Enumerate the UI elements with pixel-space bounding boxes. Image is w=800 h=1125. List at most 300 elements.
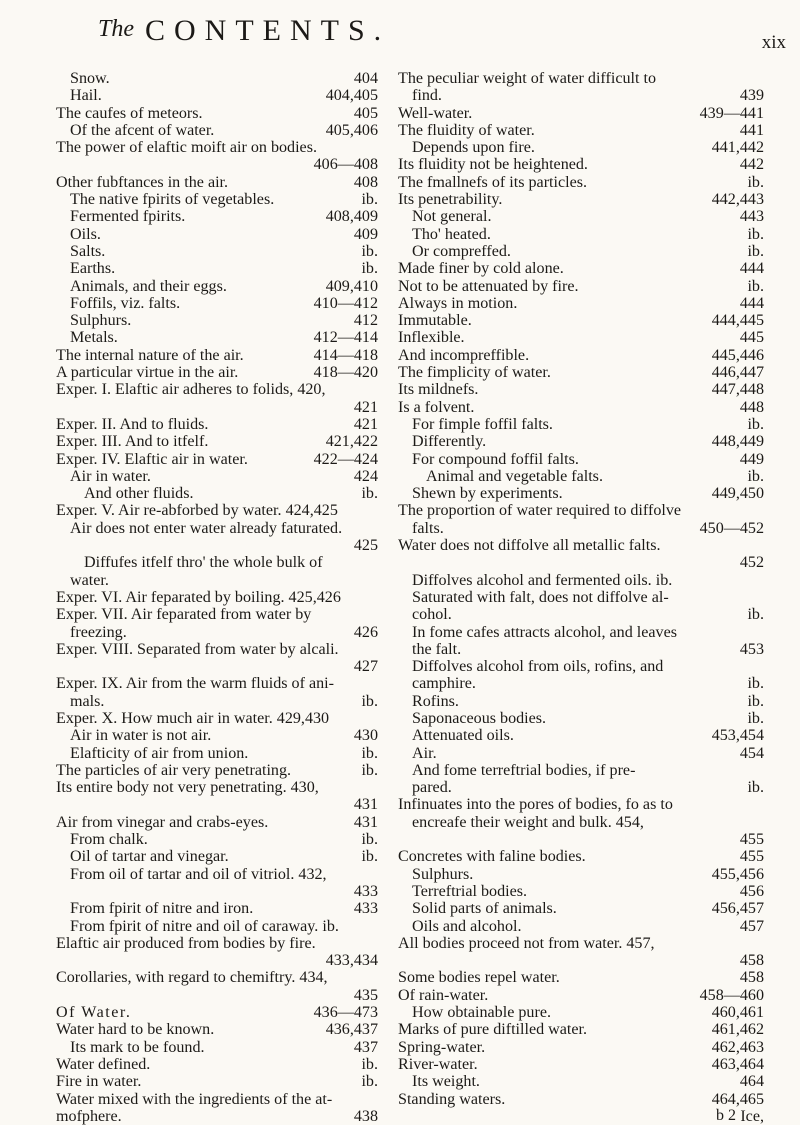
contents-entry <box>398 831 764 848</box>
entry-text: Always in motion. <box>398 294 518 312</box>
entry-page: 409,410 <box>325 277 378 295</box>
entry-page: 460,461 <box>711 1004 764 1022</box>
contents-entry <box>398 1073 764 1090</box>
contents-entry <box>398 485 764 502</box>
entry-text: Exper. VII. Air feparated from water by <box>56 606 312 624</box>
contents-entry <box>398 381 764 398</box>
contents-entry <box>398 70 764 87</box>
entry-page: 442,443 <box>711 191 764 209</box>
contents-entry <box>56 347 378 364</box>
contents-entry <box>398 1004 764 1021</box>
entry-page: 433 <box>353 900 378 918</box>
page-title: CONTENTS. <box>145 14 391 47</box>
contents-entry <box>398 900 764 917</box>
entry-page: 418—420 <box>313 364 378 382</box>
entry-text: The peculiar weight of water difficult to <box>398 70 657 87</box>
entry-page: ib. <box>361 692 378 710</box>
entry-page: 443 <box>739 208 764 226</box>
contents-entry <box>398 87 764 104</box>
entry-page: 449 <box>739 450 764 468</box>
contents-entry <box>56 1004 378 1021</box>
running-header <box>0 14 800 54</box>
contents-entry <box>398 399 764 416</box>
entry-page: ib. <box>361 744 378 762</box>
entry-text: Of Water. <box>56 1004 132 1022</box>
entry-page: 444,445 <box>711 312 764 330</box>
contents-entry <box>398 295 764 312</box>
entry-text: From fpirit of nitre and iron. <box>70 900 254 918</box>
contents-entry <box>56 208 378 225</box>
contents-entry <box>56 502 378 519</box>
entry-page: 453,454 <box>711 727 764 745</box>
entry-page: 404 <box>353 70 378 87</box>
entry-text: From fpirit of nitre and oil of caraway. ib. <box>70 917 339 935</box>
contents-entry <box>56 589 378 606</box>
entry-page: 436—473 <box>313 1004 378 1022</box>
entry-text: Corollaries, with regard to chemiftry. 434, <box>56 969 328 987</box>
entry-text: Diffolves alcohol and fermented oils. ib. <box>412 571 673 589</box>
entry-page: 405 <box>353 104 378 122</box>
entry-text: Infinuates into the pores of bodies, fo as to <box>398 796 673 814</box>
contents-entry <box>56 226 378 243</box>
entry-text: In fome cafes attracts alcohol, and leaves <box>412 623 677 641</box>
entry-page: ib. <box>747 709 764 727</box>
entry-page: 426 <box>353 623 378 641</box>
entry-page: 450—452 <box>699 519 764 537</box>
entry-page: 452 <box>739 554 764 572</box>
contents-entry <box>398 243 764 260</box>
entry-page: 408 <box>353 173 378 191</box>
entry-text: Standing waters. <box>398 1090 506 1108</box>
entry-page: ib. <box>361 260 378 278</box>
contents-entry <box>56 1073 378 1090</box>
contents-entry <box>398 278 764 295</box>
entry-text: The proportion of water required to diffolve <box>398 502 682 520</box>
entry-text: Marks of pure diftilled water. <box>398 1021 588 1039</box>
contents-entry <box>56 710 378 727</box>
entry-page: 457 <box>739 917 764 935</box>
entry-text: Exper. II. And to fluids. <box>56 415 209 433</box>
entry-page: 424 <box>353 467 378 485</box>
entry-text: Animals, and their eggs. <box>70 277 227 295</box>
contents-entry <box>56 658 378 675</box>
entry-text: Differently. <box>412 433 487 451</box>
entry-page: 436,437 <box>325 1021 378 1039</box>
entry-page: 449,450 <box>711 485 764 503</box>
entry-text: The particles of air very penetrating. <box>56 761 292 779</box>
entry-text: mals. <box>70 692 105 710</box>
contents-entry <box>398 762 764 779</box>
contents-entry <box>398 122 764 139</box>
contents-entry <box>398 156 764 173</box>
entry-page: 425 <box>353 537 378 555</box>
contents-entry <box>56 468 378 485</box>
entry-text: Fermented fpirits. <box>70 208 186 226</box>
entry-text: And incompreffible. <box>398 346 530 364</box>
contents-entry <box>398 814 764 831</box>
entry-page: 430 <box>353 727 378 745</box>
contents-entry <box>398 1039 764 1056</box>
entry-page: 435 <box>353 986 378 1004</box>
contents-column-right <box>398 70 764 1125</box>
contents-entry <box>398 987 764 1004</box>
contents-entry <box>56 399 378 416</box>
header-the: The <box>98 16 134 42</box>
contents-entry <box>56 1021 378 1038</box>
contents-entry <box>56 918 378 935</box>
contents-entry <box>398 1091 764 1108</box>
entry-text: Elaftic air produced from bodies by fire. <box>56 934 316 952</box>
contents-entry <box>56 814 378 831</box>
entry-text: Of the afcent of water. <box>70 121 215 139</box>
entry-text: Sulphurs. <box>70 312 132 330</box>
entry-text: Water defined. <box>56 1055 151 1073</box>
contents-entry <box>56 243 378 260</box>
entry-text: The fluidity of water. <box>398 121 535 139</box>
entry-page: 427 <box>353 658 378 676</box>
contents-entry <box>398 1056 764 1073</box>
contents-entry <box>398 589 764 606</box>
entry-page: 412 <box>353 312 378 330</box>
entry-page: 442 <box>739 156 764 174</box>
entry-text: mofphere. <box>56 1107 122 1125</box>
entry-page: 404,405 <box>325 87 378 105</box>
contents-entry <box>56 278 378 295</box>
entry-text: The power of elaftic moift air on bodies. <box>56 139 317 157</box>
entry-text: freezing. <box>70 623 127 641</box>
contents-column-left <box>56 70 378 1125</box>
entry-text: Terreftrial bodies. <box>412 882 528 900</box>
entry-page: ib. <box>747 277 764 295</box>
entry-text: Well-water. <box>398 104 473 122</box>
contents-entry <box>56 675 378 692</box>
entry-page: 445,446 <box>711 346 764 364</box>
entry-page: 455 <box>739 831 764 849</box>
entry-text: camphire. <box>412 675 476 693</box>
entry-page: ib. <box>361 485 378 503</box>
entry-text: Exper. I. Elaftic air adheres to folids, 420, <box>56 381 326 399</box>
entry-text: A particular virtue in the air. <box>56 364 239 382</box>
entry-page: 408,409 <box>325 208 378 226</box>
entry-text: Snow. <box>70 70 110 87</box>
entry-text: Diffufes itfelf thro' the whole bulk of <box>84 554 323 572</box>
contents-entry <box>398 745 764 762</box>
entry-page: ib. <box>747 173 764 191</box>
entry-page: 410—412 <box>313 294 378 312</box>
contents-entry <box>56 624 378 641</box>
contents-entry <box>398 520 764 537</box>
signature-mark: b 2 <box>716 1107 736 1125</box>
entry-text: Earths. <box>70 260 116 278</box>
contents-entry <box>398 364 764 381</box>
contents-entry <box>56 520 378 537</box>
entry-text: Its mark to be found. <box>70 1038 205 1056</box>
contents-entry <box>398 883 764 900</box>
entry-page: 433 <box>353 882 378 900</box>
entry-text: Metals. <box>70 329 118 347</box>
contents-entry <box>398 139 764 156</box>
entry-text: Sulphurs. <box>412 865 474 883</box>
contents-entry <box>56 727 378 744</box>
entry-text: Hail. <box>70 87 102 105</box>
entry-text: Air in water. <box>70 467 151 485</box>
contents-entry <box>56 1091 378 1108</box>
entry-page: 464 <box>739 1073 764 1091</box>
contents-entry <box>56 554 378 571</box>
contents-entry <box>56 485 378 502</box>
contents-entry <box>56 312 378 329</box>
entry-page: 458—460 <box>699 986 764 1004</box>
entry-page: ib. <box>747 242 764 260</box>
entry-page: 421 <box>353 398 378 416</box>
entry-page: 441,442 <box>711 139 764 157</box>
entry-page: 412—414 <box>313 329 378 347</box>
entry-page: 441 <box>739 121 764 139</box>
entry-text: For fimple foffil falts. <box>412 415 553 433</box>
entry-page: ib. <box>361 1073 378 1091</box>
entry-text: falts. <box>412 519 444 537</box>
entry-text: Air from vinegar and crabs-eyes. <box>56 813 269 831</box>
entry-text: Other fubftances in the air. <box>56 173 229 191</box>
entry-page: 455,456 <box>711 865 764 883</box>
contents-entry <box>398 451 764 468</box>
contents-entry <box>398 208 764 225</box>
entry-text: Air in water is not air. <box>70 727 212 745</box>
entry-text: Oils and alcohol. <box>412 917 522 935</box>
entry-text: Saponaceous bodies. <box>412 709 547 727</box>
contents-entry <box>398 191 764 208</box>
entry-text: Foffils, viz. falts. <box>70 294 181 312</box>
entry-page: 454 <box>739 744 764 762</box>
entry-page: 448 <box>739 398 764 416</box>
contents-entry <box>56 952 378 969</box>
entry-text: The native fpirits of vegetables. <box>70 191 275 209</box>
contents-entry <box>398 416 764 433</box>
entry-page: 437 <box>353 1038 378 1056</box>
entry-page: 431 <box>353 796 378 814</box>
contents-entry <box>398 675 764 692</box>
contents-entry <box>398 312 764 329</box>
contents-entry <box>56 987 378 1004</box>
entry-page: ib. <box>361 848 378 866</box>
entry-page: 422—424 <box>313 450 378 468</box>
entry-text: For compound foffil falts. <box>412 450 579 468</box>
entry-page: 455 <box>739 848 764 866</box>
contents-entry <box>398 433 764 450</box>
entry-page: 458 <box>739 952 764 970</box>
entry-page: ib. <box>361 761 378 779</box>
entry-text: Not general. <box>412 208 492 226</box>
entry-text: Its entire body not very penetrating. 430, <box>56 779 319 797</box>
contents-entry <box>56 191 378 208</box>
contents-entry <box>56 105 378 122</box>
contents-entry <box>398 260 764 277</box>
contents-entry <box>398 572 764 589</box>
contents-entry <box>56 433 378 450</box>
entry-text: cohol. <box>412 606 452 624</box>
contents-entry <box>398 329 764 346</box>
entry-text: Saturated with falt, does not diffolve al- <box>412 588 669 606</box>
entry-text: Air does not enter water already faturated. <box>70 519 343 537</box>
entry-page: 464,465 <box>711 1090 764 1108</box>
contents-entry <box>398 969 764 986</box>
contents-entry <box>56 537 378 554</box>
contents-entry <box>56 295 378 312</box>
entry-page: ib. <box>361 191 378 209</box>
entry-text: find. <box>412 87 442 105</box>
entry-text: water. <box>70 571 109 589</box>
entry-text: Fire in water. <box>56 1073 142 1091</box>
entry-page: 453 <box>739 640 764 658</box>
contents-entry <box>398 693 764 710</box>
entry-text: The internal nature of the air. <box>56 346 244 364</box>
contents-entry <box>398 624 764 641</box>
contents-entry <box>56 364 378 381</box>
entry-page: 421 <box>353 415 378 433</box>
entry-text: From oil of tartar and oil of vitriol. 432, <box>70 865 327 883</box>
entry-text: Water does not diffolve all metallic falts. <box>398 537 661 555</box>
contents-entry <box>398 918 764 935</box>
entry-page: 456 <box>739 882 764 900</box>
entry-page: 461,462 <box>711 1021 764 1039</box>
entry-text: All bodies proceed not from water. 457, <box>398 934 655 952</box>
entry-text: The fmallnefs of its particles. <box>398 173 588 191</box>
contents-entry <box>56 866 378 883</box>
entry-text: Its mildnefs. <box>398 381 479 399</box>
contents-entry <box>56 606 378 623</box>
entry-page: 431 <box>353 813 378 831</box>
contents-entry <box>398 710 764 727</box>
contents-entry <box>56 883 378 900</box>
contents-entry <box>56 848 378 865</box>
entry-text: Tho' heated. <box>412 225 491 243</box>
contents-entry <box>398 174 764 191</box>
entry-text: From chalk. <box>70 831 148 849</box>
entry-text: Shewn by experiments. <box>412 485 563 503</box>
entry-page: Ice, <box>740 1107 764 1125</box>
contents-entry <box>398 226 764 243</box>
entry-text: Its fluidity not be heightened. <box>398 156 588 174</box>
entry-text: pared. <box>412 779 452 797</box>
entry-text: Exper. X. How much air in water. 429,430 <box>56 709 330 727</box>
entry-page: ib. <box>747 675 764 693</box>
entry-page: ib. <box>747 606 764 624</box>
entry-text: Of rain-water. <box>398 986 489 1004</box>
entry-page: 438 <box>353 1107 378 1125</box>
contents-entry <box>56 1056 378 1073</box>
entry-text: And fome terreftrial bodies, if pre- <box>412 761 636 779</box>
entry-text: And other fluids. <box>84 485 194 503</box>
entry-text: Exper. III. And to itfelf. <box>56 433 209 451</box>
entry-page: 433,434 <box>325 952 378 970</box>
contents-entry <box>56 641 378 658</box>
entry-text: Made finer by cold alone. <box>398 260 564 278</box>
contents-entry <box>56 156 378 173</box>
contents-entry <box>398 502 764 519</box>
contents-entry <box>398 1021 764 1038</box>
entry-page: 456,457 <box>711 900 764 918</box>
contents-entry <box>56 260 378 277</box>
contents-entry <box>56 969 378 986</box>
contents-entry <box>398 935 764 952</box>
entry-text: encreafe their weight and bulk. 454, <box>412 813 644 831</box>
entry-text: Attenuated oils. <box>412 727 514 745</box>
entry-text: Exper. V. Air re-abforbed by water. 424,425 <box>56 502 338 520</box>
entry-page: ib. <box>747 225 764 243</box>
entry-text: Exper. VIII. Separated from water by alcali. <box>56 640 339 658</box>
entry-text: The caufes of meteors. <box>56 104 203 122</box>
contents-entry <box>56 174 378 191</box>
entry-text: Water hard to be known. <box>56 1021 215 1039</box>
entry-text: Its weight. <box>412 1073 480 1091</box>
contents-entry <box>398 554 764 571</box>
entry-page: ib. <box>747 692 764 710</box>
contents-entry <box>56 762 378 779</box>
contents-entry <box>398 606 764 623</box>
entry-text: Solid parts of animals. <box>412 900 557 918</box>
contents-entry <box>56 745 378 762</box>
contents-entry <box>56 381 378 398</box>
contents-entry <box>56 87 378 104</box>
entry-page: 439 <box>739 87 764 105</box>
contents-entry <box>56 451 378 468</box>
entry-page: 444 <box>739 260 764 278</box>
entry-text: Inflexible. <box>398 329 465 347</box>
entry-page: 448,449 <box>711 433 764 451</box>
entry-page: 463,464 <box>711 1055 764 1073</box>
contents-entry <box>398 848 764 865</box>
entry-page: 406—408 <box>313 156 378 174</box>
entry-text: the falt. <box>412 640 462 658</box>
entry-text: Oils. <box>70 225 101 243</box>
contents-entry <box>398 537 764 554</box>
entry-text: Water mixed with the ingredients of the at- <box>56 1090 333 1108</box>
contents-entry <box>398 779 764 796</box>
entry-text: Some bodies repel water. <box>398 969 560 987</box>
entry-page: 444 <box>739 294 764 312</box>
contents-entry <box>398 468 764 485</box>
contents-entry <box>56 572 378 589</box>
entry-text: Its penetrability. <box>398 191 503 209</box>
entry-page: 458 <box>739 969 764 987</box>
entry-page: 462,463 <box>711 1038 764 1056</box>
entry-text: Diffolves alcohol from oils, rofins, and <box>412 658 664 676</box>
contents-entry <box>398 1108 764 1125</box>
contents-entry <box>56 1039 378 1056</box>
contents-entry <box>56 1108 378 1125</box>
entry-page: ib. <box>747 467 764 485</box>
contents-entry <box>56 693 378 710</box>
entry-text: Exper. IX. Air from the warm fluids of ani- <box>56 675 334 693</box>
contents-entry <box>398 658 764 675</box>
entry-text: Rofins. <box>412 692 459 710</box>
entry-text: How obtainable pure. <box>412 1004 551 1022</box>
entry-text: Depends upon fire. <box>412 139 535 157</box>
contents-entry <box>398 347 764 364</box>
contents-entry <box>398 866 764 883</box>
entry-page: ib. <box>747 779 764 797</box>
entry-text: Salts. <box>70 242 106 260</box>
contents-entry <box>56 900 378 917</box>
entry-page: ib. <box>361 1055 378 1073</box>
contents-entry <box>56 329 378 346</box>
entry-text: Animal and vegetable falts. <box>426 467 603 485</box>
page-number: xix <box>761 32 786 53</box>
entry-text: River-water. <box>398 1055 478 1073</box>
entry-text: Immutable. <box>398 312 472 330</box>
entry-text: Air. <box>412 744 437 762</box>
contents-entry <box>398 105 764 122</box>
